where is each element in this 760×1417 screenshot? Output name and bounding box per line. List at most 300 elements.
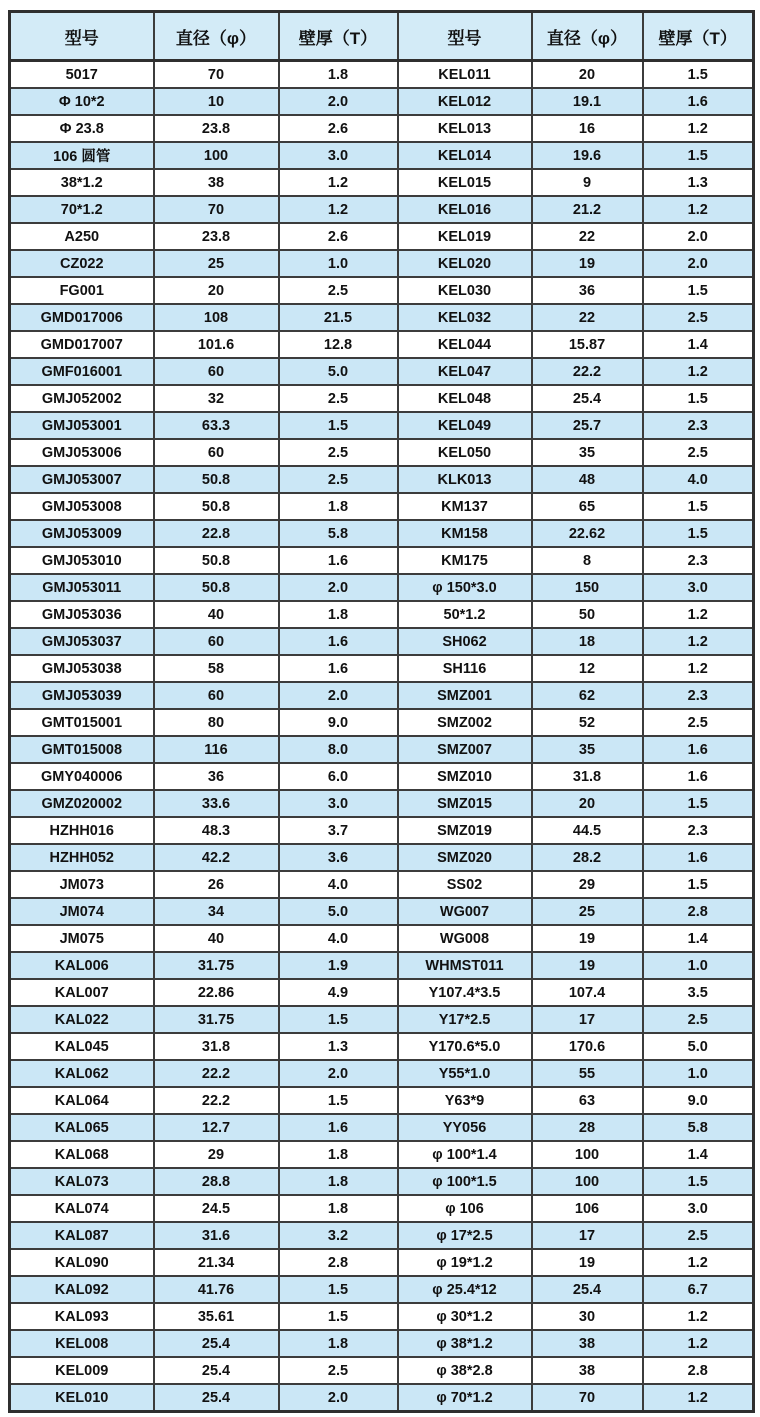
model-left-cell: 106 圆管 [10,142,154,169]
thickness-left-cell: 4.9 [279,979,398,1006]
model-left-cell: GMJ052002 [10,385,154,412]
thickness-left-cell: 5.8 [279,520,398,547]
diameter-right-cell: 150 [532,574,643,601]
model-left-cell: GMJ053006 [10,439,154,466]
thickness-right-cell: 1.2 [643,196,754,223]
thickness-right-cell: 1.2 [643,358,754,385]
model-left-cell: KEL008 [10,1330,154,1357]
thickness-right-cell: 1.6 [643,736,754,763]
diameter-left-cell: 24.5 [154,1195,279,1222]
table-row [10,1114,754,1141]
diameter-right-cell: 22.62 [532,520,643,547]
diameter-right-cell: 35 [532,736,643,763]
diameter-left-cell: 25.4 [154,1384,279,1412]
table-row [10,61,754,89]
thickness-left-cell: 6.0 [279,763,398,790]
table-row [10,763,754,790]
thickness-left-cell: 5.0 [279,898,398,925]
model-right-cell: YY056 [398,1114,532,1141]
thickness-right-cell: 1.0 [643,952,754,979]
thickness-right-cell: 1.5 [643,142,754,169]
diameter-left-cell: 23.8 [154,223,279,250]
table-row [10,304,754,331]
diameter-left-cell: 22.86 [154,979,279,1006]
thickness-left-cell: 3.6 [279,844,398,871]
model-right-cell: φ 17*2.5 [398,1222,532,1249]
model-right-cell: SMZ007 [398,736,532,763]
thickness-right-cell: 4.0 [643,466,754,493]
thickness-left-cell: 2.5 [279,385,398,412]
model-right-cell: φ 25.4*12 [398,1276,532,1303]
diameter-right-cell: 20 [532,61,643,89]
diameter-left-cell: 28.8 [154,1168,279,1195]
thickness-left-cell: 1.0 [279,250,398,277]
thickness-right-cell: 2.5 [643,304,754,331]
table-row [10,574,754,601]
diameter-right-cell: 25.4 [532,385,643,412]
diameter-right-cell: 36 [532,277,643,304]
model-right-cell: Y170.6*5.0 [398,1033,532,1060]
diameter-right-cell: 38 [532,1357,643,1384]
diameter-left-cell: 22.2 [154,1060,279,1087]
diameter-left-cell: 50.8 [154,493,279,520]
thickness-right-cell: 1.5 [643,385,754,412]
diameter-left-cell: 31.8 [154,1033,279,1060]
diameter-left-cell: 40 [154,925,279,952]
diameter-right-cell: 35 [532,439,643,466]
thickness-right-cell: 3.5 [643,979,754,1006]
thickness-left-cell: 1.5 [279,1006,398,1033]
table-row [10,412,754,439]
thickness-right-cell: 1.2 [643,628,754,655]
model-right-cell: Y107.4*3.5 [398,979,532,1006]
thickness-left-cell: 2.5 [279,1357,398,1384]
thickness-right-cell: 6.7 [643,1276,754,1303]
table-row [10,1087,754,1114]
diameter-left-cell: 101.6 [154,331,279,358]
model-right-cell: SMZ019 [398,817,532,844]
diameter-right-cell: 107.4 [532,979,643,1006]
model-left-cell: KAL090 [10,1249,154,1276]
header-row [10,12,754,61]
diameter-left-cell: 25 [154,250,279,277]
thickness-right-cell: 2.3 [643,412,754,439]
diameter-left-cell: 80 [154,709,279,736]
model-left-cell: GMJ053010 [10,547,154,574]
model-right-cell: φ 70*1.2 [398,1384,532,1412]
thickness-left-cell: 8.0 [279,736,398,763]
model-left-cell: JM075 [10,925,154,952]
diameter-right-cell: 28.2 [532,844,643,871]
table-row [10,736,754,763]
model-right-cell: WG008 [398,925,532,952]
table-row [10,601,754,628]
thickness-right-cell: 1.2 [643,1384,754,1412]
model-right-cell: φ 150*3.0 [398,574,532,601]
thickness-right-cell: 1.5 [643,61,754,89]
model-right-cell: KM175 [398,547,532,574]
diameter-right-cell: 28 [532,1114,643,1141]
model-left-cell: GMJ053039 [10,682,154,709]
diameter-left-cell: 50.8 [154,466,279,493]
thickness-right-cell: 1.2 [643,1303,754,1330]
diameter-right-cell: 20 [532,790,643,817]
model-right-cell: SH062 [398,628,532,655]
diameter-right-cell: 52 [532,709,643,736]
diameter-left-cell: 70 [154,196,279,223]
model-right-cell: Y17*2.5 [398,1006,532,1033]
diameter-left-cell: 58 [154,655,279,682]
diameter-right-cell: 31.8 [532,763,643,790]
thickness-right-cell: 1.5 [643,493,754,520]
model-left-cell: GMD017007 [10,331,154,358]
diameter-right-cell: 100 [532,1168,643,1195]
table-row [10,844,754,871]
diameter-left-cell: 63.3 [154,412,279,439]
model-left-cell: HZHH052 [10,844,154,871]
model-left-cell: Φ 10*2 [10,88,154,115]
table-row [10,331,754,358]
model-right-cell: WG007 [398,898,532,925]
thickness-left-cell: 1.8 [279,1141,398,1168]
diameter-right-cell: 25.7 [532,412,643,439]
model-left-cell: KAL064 [10,1087,154,1114]
header-model-left: 型号 [10,12,154,61]
model-right-cell: KEL049 [398,412,532,439]
model-right-cell: SMZ010 [398,763,532,790]
thickness-left-cell: 9.0 [279,709,398,736]
diameter-right-cell: 18 [532,628,643,655]
diameter-left-cell: 50.8 [154,547,279,574]
thickness-left-cell: 1.9 [279,952,398,979]
table-body [10,61,754,1412]
diameter-right-cell: 22 [532,223,643,250]
thickness-left-cell: 1.2 [279,196,398,223]
thickness-right-cell: 1.2 [643,655,754,682]
thickness-right-cell: 1.2 [643,1330,754,1357]
table-row [10,250,754,277]
thickness-left-cell: 1.8 [279,601,398,628]
model-left-cell: GMJ053038 [10,655,154,682]
thickness-left-cell: 3.7 [279,817,398,844]
thickness-right-cell: 1.2 [643,601,754,628]
model-left-cell: GMY040006 [10,763,154,790]
diameter-right-cell: 19.1 [532,88,643,115]
diameter-right-cell: 29 [532,871,643,898]
model-left-cell: KEL009 [10,1357,154,1384]
model-left-cell: HZHH016 [10,817,154,844]
diameter-right-cell: 19 [532,925,643,952]
diameter-right-cell: 170.6 [532,1033,643,1060]
model-right-cell: KEL050 [398,439,532,466]
diameter-left-cell: 33.6 [154,790,279,817]
thickness-left-cell: 1.8 [279,1330,398,1357]
diameter-right-cell: 19 [532,952,643,979]
model-right-cell: Y55*1.0 [398,1060,532,1087]
table-row [10,1330,754,1357]
thickness-left-cell: 1.3 [279,1033,398,1060]
thickness-left-cell: 2.6 [279,115,398,142]
diameter-left-cell: 10 [154,88,279,115]
diameter-left-cell: 23.8 [154,115,279,142]
model-left-cell: KAL006 [10,952,154,979]
diameter-right-cell: 44.5 [532,817,643,844]
thickness-left-cell: 3.2 [279,1222,398,1249]
thickness-right-cell: 1.5 [643,871,754,898]
diameter-left-cell: 34 [154,898,279,925]
model-left-cell: Φ 23.8 [10,115,154,142]
model-right-cell: WHMST011 [398,952,532,979]
thickness-left-cell: 21.5 [279,304,398,331]
model-left-cell: FG001 [10,277,154,304]
diameter-left-cell: 60 [154,358,279,385]
model-right-cell: φ 30*1.2 [398,1303,532,1330]
diameter-right-cell: 21.2 [532,196,643,223]
thickness-left-cell: 1.5 [279,1087,398,1114]
diameter-left-cell: 100 [154,142,279,169]
thickness-right-cell: 1.4 [643,331,754,358]
model-left-cell: KAL093 [10,1303,154,1330]
model-right-cell: KEL012 [398,88,532,115]
model-left-cell: GMJ053037 [10,628,154,655]
thickness-left-cell: 2.0 [279,1060,398,1087]
model-right-cell: KEL048 [398,385,532,412]
model-left-cell: JM074 [10,898,154,925]
table-row [10,1006,754,1033]
diameter-right-cell: 19.6 [532,142,643,169]
thickness-left-cell: 1.5 [279,1303,398,1330]
model-left-cell: KAL092 [10,1276,154,1303]
thickness-right-cell: 5.8 [643,1114,754,1141]
diameter-right-cell: 48 [532,466,643,493]
diameter-left-cell: 48.3 [154,817,279,844]
model-left-cell: 38*1.2 [10,169,154,196]
spec-table [8,10,755,1413]
diameter-left-cell: 60 [154,628,279,655]
model-left-cell: KAL045 [10,1033,154,1060]
diameter-left-cell: 29 [154,1141,279,1168]
model-left-cell: KAL065 [10,1114,154,1141]
diameter-right-cell: 30 [532,1303,643,1330]
model-left-cell: KAL073 [10,1168,154,1195]
thickness-right-cell: 1.5 [643,520,754,547]
thickness-right-cell: 2.3 [643,547,754,574]
table-row [10,1195,754,1222]
table-row [10,709,754,736]
thickness-left-cell: 4.0 [279,925,398,952]
model-right-cell: φ 100*1.4 [398,1141,532,1168]
model-right-cell: KEL016 [398,196,532,223]
diameter-right-cell: 19 [532,1249,643,1276]
diameter-right-cell: 12 [532,655,643,682]
model-left-cell: GMJ053011 [10,574,154,601]
model-left-cell: GMT015001 [10,709,154,736]
model-right-cell: SMZ015 [398,790,532,817]
model-right-cell: KLK013 [398,466,532,493]
model-right-cell: KEL020 [398,250,532,277]
thickness-right-cell: 1.5 [643,277,754,304]
model-right-cell: KEL014 [398,142,532,169]
model-right-cell: KEL032 [398,304,532,331]
table-row [10,952,754,979]
thickness-left-cell: 2.6 [279,223,398,250]
model-right-cell: SH116 [398,655,532,682]
model-left-cell: GMJ053007 [10,466,154,493]
model-right-cell: φ 19*1.2 [398,1249,532,1276]
diameter-left-cell: 20 [154,277,279,304]
thickness-right-cell: 1.6 [643,844,754,871]
thickness-right-cell: 2.5 [643,709,754,736]
model-left-cell: KAL062 [10,1060,154,1087]
model-left-cell: KAL074 [10,1195,154,1222]
thickness-right-cell: 2.5 [643,439,754,466]
thickness-right-cell: 1.4 [643,925,754,952]
diameter-right-cell: 106 [532,1195,643,1222]
thickness-left-cell: 4.0 [279,871,398,898]
diameter-right-cell: 19 [532,250,643,277]
table-row [10,520,754,547]
thickness-right-cell: 2.8 [643,1357,754,1384]
table-header [10,12,754,61]
diameter-right-cell: 22 [532,304,643,331]
thickness-left-cell: 2.5 [279,466,398,493]
table-row [10,1384,754,1412]
thickness-right-cell: 1.5 [643,790,754,817]
thickness-left-cell: 1.8 [279,61,398,89]
model-right-cell: Y63*9 [398,1087,532,1114]
thickness-left-cell: 1.6 [279,1114,398,1141]
thickness-right-cell: 1.4 [643,1141,754,1168]
table-row [10,88,754,115]
thickness-left-cell: 1.2 [279,169,398,196]
model-left-cell: GMD017006 [10,304,154,331]
diameter-right-cell: 25.4 [532,1276,643,1303]
model-right-cell: KEL013 [398,115,532,142]
model-right-cell: φ 100*1.5 [398,1168,532,1195]
table-row [10,169,754,196]
table-row [10,547,754,574]
table-row [10,682,754,709]
model-left-cell: JM073 [10,871,154,898]
diameter-left-cell: 32 [154,385,279,412]
table-row [10,1357,754,1384]
thickness-left-cell: 1.5 [279,412,398,439]
table-row [10,1141,754,1168]
table-row [10,817,754,844]
diameter-left-cell: 31.75 [154,952,279,979]
thickness-left-cell: 1.5 [279,1276,398,1303]
diameter-right-cell: 50 [532,601,643,628]
thickness-right-cell: 1.3 [643,169,754,196]
thickness-right-cell: 5.0 [643,1033,754,1060]
table-row [10,1168,754,1195]
table-row [10,115,754,142]
table-row [10,628,754,655]
diameter-right-cell: 8 [532,547,643,574]
thickness-left-cell: 5.0 [279,358,398,385]
diameter-left-cell: 35.61 [154,1303,279,1330]
diameter-left-cell: 42.2 [154,844,279,871]
model-left-cell: A250 [10,223,154,250]
table-row [10,385,754,412]
thickness-left-cell: 1.8 [279,1168,398,1195]
thickness-right-cell: 2.0 [643,223,754,250]
diameter-right-cell: 17 [532,1006,643,1033]
thickness-left-cell: 3.0 [279,142,398,169]
diameter-right-cell: 55 [532,1060,643,1087]
model-left-cell: GMJ053009 [10,520,154,547]
diameter-right-cell: 70 [532,1384,643,1412]
thickness-right-cell: 1.2 [643,1249,754,1276]
thickness-right-cell: 3.0 [643,574,754,601]
diameter-left-cell: 60 [154,682,279,709]
model-right-cell: KM137 [398,493,532,520]
model-left-cell: GMJ053036 [10,601,154,628]
table-row [10,196,754,223]
thickness-right-cell: 1.0 [643,1060,754,1087]
thickness-left-cell: 2.0 [279,1384,398,1412]
diameter-right-cell: 62 [532,682,643,709]
diameter-right-cell: 22.2 [532,358,643,385]
diameter-left-cell: 60 [154,439,279,466]
diameter-left-cell: 22.8 [154,520,279,547]
table-row [10,493,754,520]
thickness-right-cell: 2.5 [643,1006,754,1033]
thickness-right-cell: 9.0 [643,1087,754,1114]
model-left-cell: KAL068 [10,1141,154,1168]
thickness-left-cell: 12.8 [279,331,398,358]
model-right-cell: KEL044 [398,331,532,358]
diameter-right-cell: 17 [532,1222,643,1249]
table-row [10,1303,754,1330]
diameter-right-cell: 100 [532,1141,643,1168]
diameter-left-cell: 108 [154,304,279,331]
model-left-cell: GMT015008 [10,736,154,763]
model-right-cell: SMZ020 [398,844,532,871]
diameter-left-cell: 40 [154,601,279,628]
model-left-cell: 5017 [10,61,154,89]
table-row [10,925,754,952]
table-row [10,358,754,385]
model-left-cell: GMJ053001 [10,412,154,439]
diameter-left-cell: 25.4 [154,1357,279,1384]
thickness-right-cell: 2.8 [643,898,754,925]
thickness-left-cell: 2.0 [279,574,398,601]
model-left-cell: KAL022 [10,1006,154,1033]
model-right-cell: KM158 [398,520,532,547]
model-left-cell: 70*1.2 [10,196,154,223]
thickness-left-cell: 2.5 [279,439,398,466]
table-row [10,1060,754,1087]
model-right-cell: SMZ001 [398,682,532,709]
diameter-right-cell: 25 [532,898,643,925]
table-row [10,1249,754,1276]
table-row [10,439,754,466]
table-row [10,1033,754,1060]
diameter-left-cell: 22.2 [154,1087,279,1114]
model-left-cell: GMF016001 [10,358,154,385]
header-model-right: 型号 [398,12,532,61]
diameter-left-cell: 70 [154,61,279,89]
diameter-left-cell: 41.76 [154,1276,279,1303]
model-right-cell: φ 38*1.2 [398,1330,532,1357]
table-row [10,1222,754,1249]
thickness-left-cell: 1.6 [279,628,398,655]
thickness-left-cell: 2.5 [279,277,398,304]
model-right-cell: KEL047 [398,358,532,385]
model-right-cell: KEL015 [398,169,532,196]
thickness-right-cell: 1.2 [643,115,754,142]
